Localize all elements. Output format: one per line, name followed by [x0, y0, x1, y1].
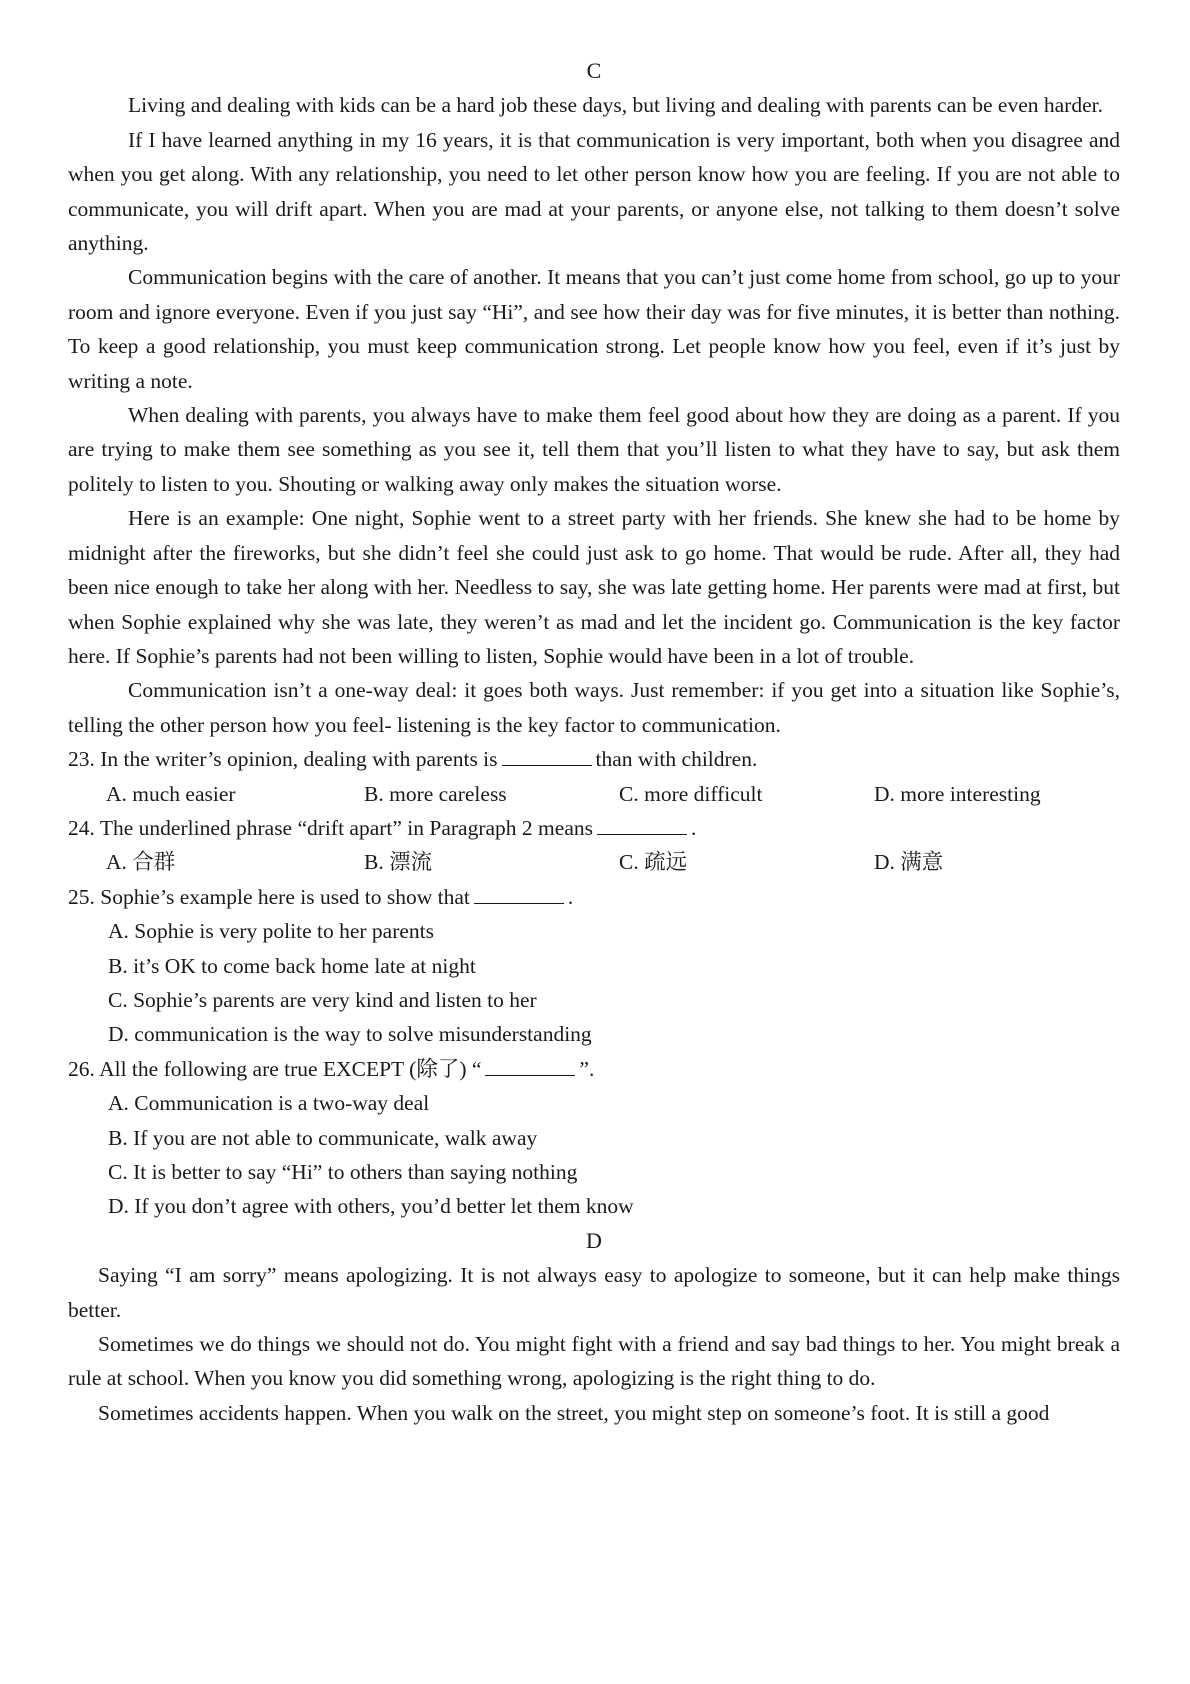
option-c: C. It is better to say “Hi” to others than saying nothing	[108, 1160, 578, 1184]
question-stem: The underlined phrase “drift apart” in Paragraph 2 means	[99, 815, 593, 840]
option-a: A. Sophie is very polite to her parents	[108, 919, 435, 944]
option-b: B. it’s OK to come back home late at night	[108, 953, 476, 978]
section-c-heading: C	[586, 58, 602, 83]
option-c: C. 疏远	[619, 850, 688, 875]
option-a: A. Communication is a two-way deal	[108, 1091, 430, 1116]
option-d: D. If you don’t agree with others, you’d better let them know	[108, 1194, 634, 1219]
question-24	[68, 811, 1120, 845]
question-number: 24.	[68, 815, 95, 840]
section-d-paragraph-1: Saying “I am sorry” means apologizing. It is not always easy to apologize to someone, but it can help make things better.	[68, 1263, 1120, 1322]
answer-blank	[597, 814, 687, 835]
section-d-heading: D	[586, 1227, 602, 1253]
section-c-paragraph-6: Communication isn’t a one-way deal: it goes both ways. Just remember: if you get into a situation like Sophie’s, telling the other person how you feel- listening is the key factor to communication.	[68, 678, 1120, 737]
section-c-paragraph-4: When dealing with parents, you always have to make them feel good about how they are doing as a parent. If you are trying to make them see something as you see it, tell them that you’ll listen to what they have to say, but ask them politely to listen to you. Shouting or walking away only makes the situation worse.	[68, 403, 1120, 496]
question-stem: All the following are true EXCEPT (除了) “	[99, 1056, 482, 1081]
question-number: 23.	[68, 747, 95, 772]
option-a: A. 合群	[106, 850, 176, 875]
answer-blank	[485, 1055, 575, 1076]
question-number: 26.	[68, 1056, 95, 1081]
section-c-paragraph-1: Living and dealing with kids can be a hard job these days, but living and dealing with parents can be even harder.	[128, 93, 1103, 118]
question-26	[68, 1052, 1120, 1086]
question-stem-end: .	[567, 884, 574, 909]
question-stem: Sophie’s example here is used to show that	[100, 884, 470, 909]
option-d: D. 满意	[874, 850, 944, 875]
section-c-paragraph-2: If I have learned anything in my 16 years, it is that communication is very important, both when you disagree and when you get along. With any relationship, you need to let other person know how you are feeling. If you are not able to communicate, you will drift apart. When you are mad at your parents, or anyone else, not talking to them doesn’t solve anything.	[68, 127, 1120, 256]
question-24-options	[68, 845, 1120, 879]
option-b: B. If you are not able to communicate, walk away	[108, 1125, 538, 1150]
option-d: D. communication is the way to solve misunderstanding	[108, 1022, 592, 1047]
question-stem: In the writer’s opinion, dealing with parents is	[100, 747, 498, 772]
question-stem-end: than with children.	[595, 747, 758, 772]
answer-blank	[474, 883, 564, 904]
option-b: B. more careless	[364, 781, 507, 806]
section-d-paragraph-2: Sometimes we do things we should not do. You might fight with a friend and say bad things to her. You might break a rule at school. When you know you did something wrong, apologizing is the right thing to do.	[68, 1332, 1120, 1391]
section-c-paragraph-3: Communication begins with the care of another. It means that you can’t just come home from school, go up to your room and ignore everyone. Even if you just say “Hi”, and see how their day was for five minutes, it is better than nothing. To keep a good relationship, you must keep communication strong. Let people know how you feel, even if it’s just by writing a note.	[68, 265, 1120, 393]
option-c: C. Sophie’s parents are very kind and listen to her	[108, 987, 537, 1012]
question-25	[68, 880, 1120, 914]
question-stem-end: .	[690, 815, 697, 840]
question-number: 25.	[68, 884, 95, 909]
answer-blank	[502, 745, 592, 766]
option-b: B. 漂流	[364, 850, 433, 875]
section-c-paragraph-5: Here is an example: One night, Sophie went to a street party with her friends. She knew she had to be home by midnight after the fireworks, but she didn’t feel she could just ask to go home. That would be rude. After all, they had been nice enough to take her along with her. Needless to say, she was late getting home. Her parents were mad at first, but when Sophie explained why she was late, they weren’t as mad and let the incident go. Communication is the key factor here. If Sophie’s parents had not been willing to listen, Sophie would have been in a lot of trouble.	[68, 506, 1120, 668]
option-a: A. much easier	[106, 781, 236, 806]
question-stem-end: ”.	[579, 1056, 595, 1081]
question-23	[68, 742, 1120, 776]
question-23-options	[68, 777, 1120, 811]
option-d: D. more interesting	[874, 781, 1041, 806]
option-c: C. more difficult	[619, 781, 763, 806]
section-d-paragraph-3: Sometimes accidents happen. When you walk on the street, you might step on someone’s foot. It is still a good	[98, 1400, 1050, 1425]
page-content	[68, 54, 1120, 1430]
